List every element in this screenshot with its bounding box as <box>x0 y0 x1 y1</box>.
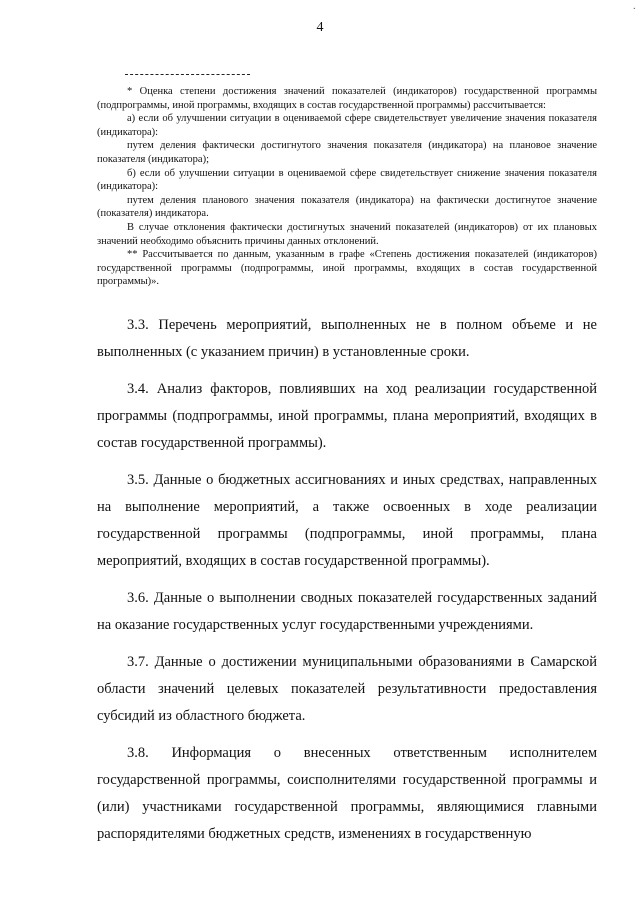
page-number: 4 <box>316 20 324 35</box>
section-3-8: 3.8. Информация о внесенных ответственным исполнителем государственной программы, соисполнителями государственной программы и (или) участниками государственной программы, являющимися главными распорядителями бюджетных средств, изменениях в государственную <box>97 745 597 842</box>
main-text <box>97 312 597 858</box>
footnote-case-b: б) если об улучшении ситуации в оцениваемой сфере свидетельствует снижение значения показателя (индикатора): <box>97 167 597 193</box>
section-3-5: 3.5. Данные о бюджетных ассигнованиях и иных средствах, направленных на выполнение мероприятий, а также освоенных в ходе реализации государственной программы (подпрограммы, иной программы, плана мероприятий, входящих в состав государственной программы). <box>97 472 597 569</box>
section-3-4: 3.4. Анализ факторов, повлиявших на ход реализации государственной программы (подпрограммы, иной программы, плана мероприятий, входящих в состав государственной программы). <box>97 381 597 451</box>
footnotes-block <box>97 85 597 289</box>
section-3-7: 3.7. Данные о достижении муниципальными образованиями в Самарской области значений целевых показателей результативности предоставления субсидий из областного бюджета. <box>97 654 597 724</box>
footnote-assessment: * Оценка степени достижения значений показателей (индикаторов) государственной программы (подпрограммы, иной программы, входящих в состав государственной программы) рассчитывается: <box>97 86 597 111</box>
section-3-3: 3.3. Перечень мероприятий, выполненных не в полном объеме и не выполненных (с указанием причин) в установленные сроки. <box>97 317 597 360</box>
footnote-case-b-method: путем деления планового значения показателя (индикатора) на фактически достигнутое значение (показателя) индикатора. <box>97 194 597 220</box>
corner-mark: · <box>632 4 636 15</box>
footnote-deviation: В случае отклонения фактически достигнутых значений показателей (индикаторов) от их плановых значений необходимо объяснить причины данных отклонений. <box>97 221 597 247</box>
footnote-separator <box>125 74 250 75</box>
footnote-double-asterisk: ** Рассчитывается по данным, указанным в графе «Степень достижения показателей (индикаторов) государственной программы (подпрограммы, иной программы, входящих в состав государственной программы)». <box>97 249 597 288</box>
section-3-6: 3.6. Данные о выполнении сводных показателей государственных заданий на оказание государственных услуг государственными учреждениями. <box>97 590 597 633</box>
footnote-case-a: а) если об улучшении ситуации в оцениваемой сфере свидетельствует увеличение значения показателя (индикатора): <box>97 113 597 138</box>
footnote-case-a-method: путем деления фактически достигнутого значения показателя (индикатора) на плановое значение показателя (индикатора); <box>97 140 597 165</box>
